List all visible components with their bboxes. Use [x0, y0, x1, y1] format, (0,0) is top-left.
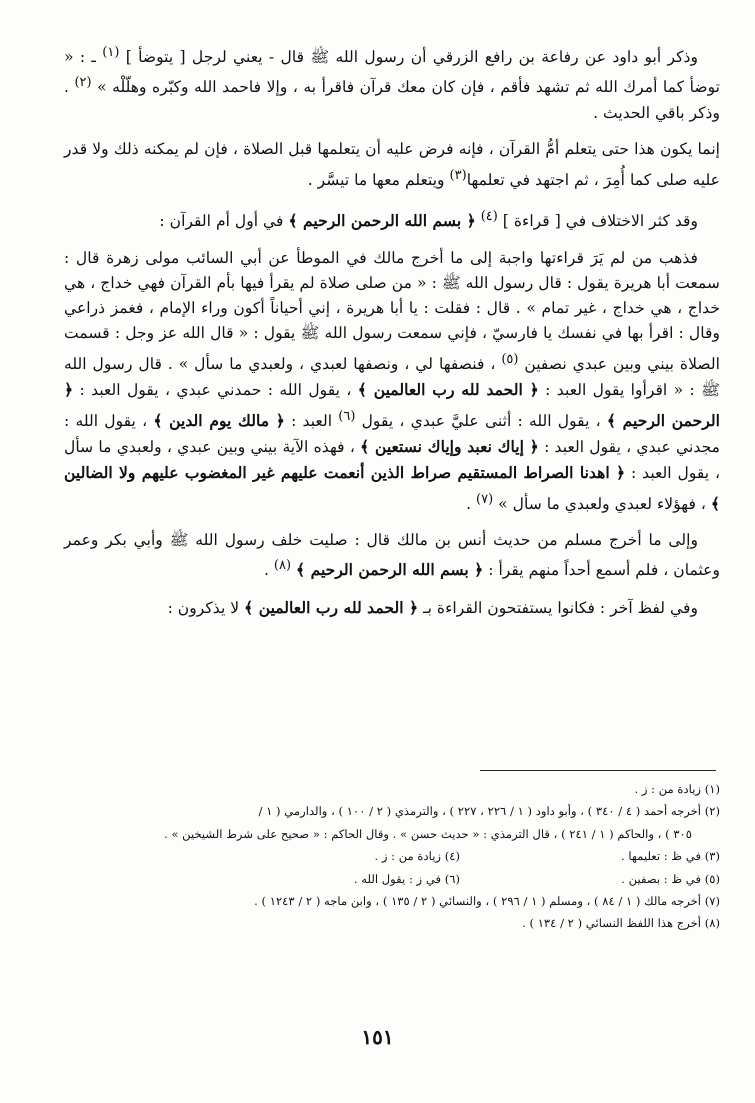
- body-paragraph: وفي لفظ آخر : فكانوا يستفتحون القراءة بـ ﴿ الحمد لله رب العالمين ﴾ لا يذكرون :: [167, 597, 698, 617]
- footnote-3: (٣) في ظ : تعليمها .: [621, 849, 720, 864]
- body-paragraph: وذكر أبو داود عن رفاعة بن رافع الزرقي أن رسول الله ﷺ قال - يعني لرجل [ يتوضأ ] $^{(١)}$ ـ : « توضأ كما أمرك الله ثم تشهد فأقم ، فإن كان معك قرآن فاقرأ به ، وإلا فاحمد الله وكبّره وهلّلْه » $^{(٢)}$ . وذكر باقي الحديث .: [64, 45, 720, 122]
- page-number: ١٥١: [361, 1025, 394, 1049]
- footnote-row: [62, 845, 720, 867]
- footnote-separator: [480, 770, 716, 771]
- body-paragraph: إنما يكون هذا حتى يتعلم أمُّ القرآن ، فإنه فرض عليه أن يتعلمها قبل الصلاة ، فإن لم يمكنه ذلك ولا قدر عليه صلى كما أُمِرَ ، ثم اجتهد في تعلمها$^{(٣)}$ ويتعلم معها ما تيسَّر .: [64, 140, 720, 189]
- main-text: [64, 40, 720, 632]
- footnote-7: (٧) أخرجه مالك ( ١ / ٨٤ ) ، ومسلم ( ١ / ٢٩٦ ) ، والنسائي ( ٢ / ١٣٥ ) ، وابن ماجه ( ٢ / ١٢٤٣ ) .: [254, 894, 720, 909]
- footnote-8: (٨) أخرج هذا اللفظ النسائي ( ٢ / ١٣٤ ) .: [522, 916, 720, 931]
- footnote-row: [62, 868, 720, 890]
- footnote-5: (٥) في ظ : بصفين .: [621, 871, 720, 886]
- footnote-6: (٦) في ز : يقول الله .: [353, 871, 460, 886]
- body-paragraph: فذهب من لم يَرَ قراءتها واجبة إلى ما أخرج مالك في الموطأ عن أبي السائب مولى زهرة قال : سمعت أبا هريرة يقول : قال رسول الله ﷺ : « من صلى صلاة لم يقرأ فيها بأم القرآن فهي خداج ، هي خداج ، هي خداج ، غير تمام » . قال : فقلت : يا أبا هريرة ، إني أحياناً أكون وراء الإمام ، فغمز ذراعي وقال : اقرأ بها في نفسك يا فارسيّ ، فإني سمعت رسول الله ﷺ يقول : « قال الله عز وجل : قسمت الصلاة بيني وبين عبدي نصفين $^{(٥)}$ ، فنصفها لي ، ونصفها لعبدي ، ولعبدي ما سأل » . قال رسول الله ﷺ : « اقرأوا يقول العبد : ﴿ الحمد لله رب العالمين ﴾ ، يقول الله : حمدني عبدي ، يقول العبد : ﴿ الرحمن الرحيم ﴾ ، يقول الله : أثنى عليَّ عبدي ، يقول $^{(٦)}$ العبد : ﴿ مالك يوم الدين ﴾ ، يقول الله : مجدني عبدي ، يقول العبد : ﴿ إياك نعبد وإياك نستعين ﴾ ، فهذه الآية بيني وبين عبدي ، ولعبدي ما سأل ، يقول العبد : ﴿ اهدنا الصراط المستقيم صراط الذين أنعمت عليهم غير المغضوب عليهم ولا الضالين ﴾ ، فهؤلاء لعبدي ولعبدي ما سأل » $^{(٧)}$ .: [64, 248, 721, 513]
- body-paragraph: وقد كثر الاختلاف في [ قراءة ] $^{(٤)}$ ﴿ بسم الله الرحمن الرحيم ﴾ في أول أم القرآن :: [159, 209, 698, 231]
- body-paragraph: وإلى ما أخرج مسلم من حديث أنس بن مالك قال : صليت خلف رسول الله ﷺ وأبي بكر وعمر وعثمان ، فلم أسمع أحداً منهم يقرأ : ﴿ بسم الله الرحمن الرحيم ﴾ $^{(٨)}$ .: [64, 531, 720, 580]
- footnotes: [62, 778, 720, 935]
- footnote-4: (٤) زيادة من : ز .: [374, 849, 460, 864]
- footnote-2: (٢) أخرجه أحمد ( ٤ / ٣٤٠ ) ، وأبو داود ( ١ / ٢٢٦ ، ٢٢٧ ) ، والترمذي ( ٢ / ١٠٠ ) ، والدارمي ( ١ /: [258, 804, 720, 819]
- footnote-1: (١) زيادة من : ز .: [634, 782, 720, 796]
- footnote-2-continued: ٣٠٥ ) ، والحاكم ( ١ / ٢٤١ ) ، قال الترمذي : « حديث حسن » . وقال الحاكم : « صحيح على شرط الشيخين » .: [163, 826, 692, 841]
